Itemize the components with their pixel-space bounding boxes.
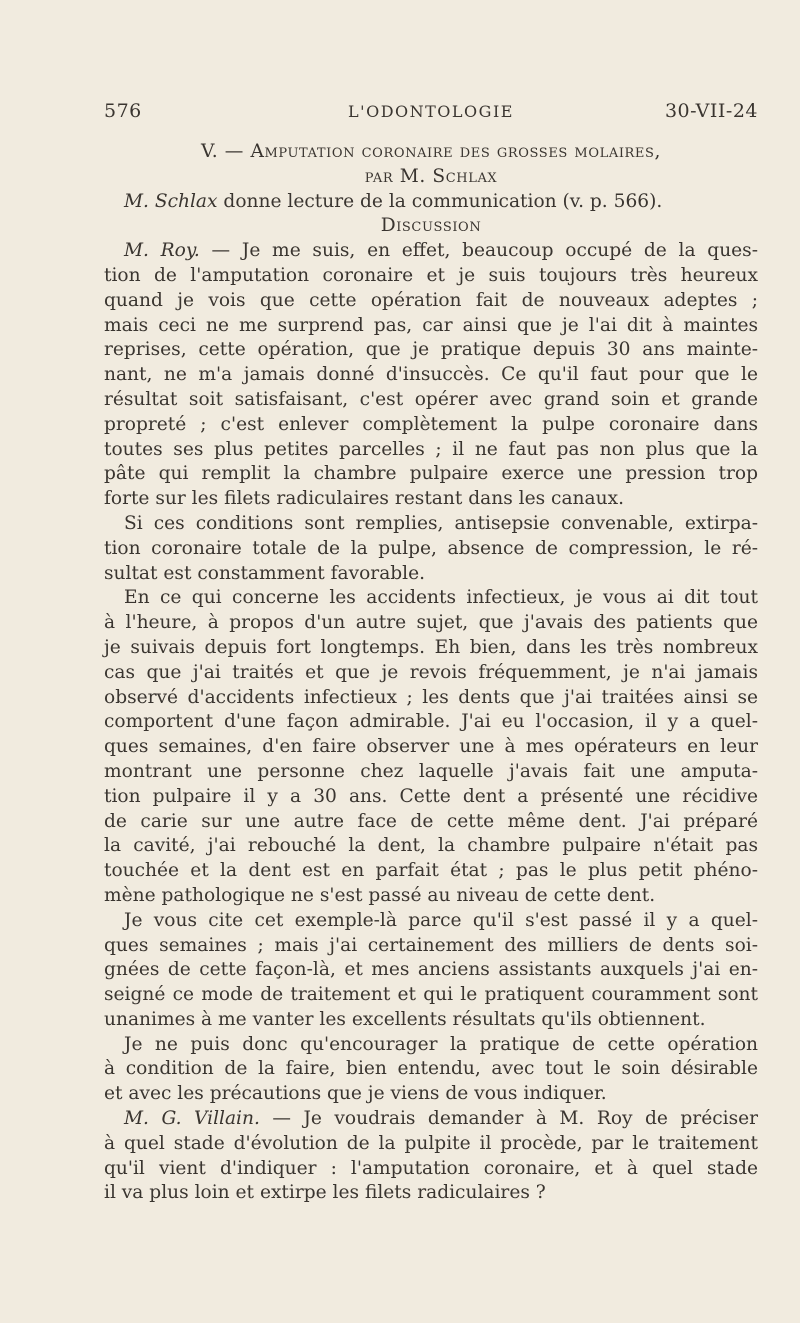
line-text: gnées de cette façon-là, et mes anciens assistants auxquels j'ai en- — [104, 959, 758, 981]
text-line — [104, 388, 758, 413]
line-text: Je ne puis donc qu'encourager la pratique de cette opération — [124, 1033, 758, 1055]
speaker-name: M. Roy. — [124, 240, 200, 262]
text-line — [104, 710, 758, 735]
line-text: tion de l'amputation coronaire et je suis toujours très heureux — [104, 264, 758, 286]
text-line — [104, 537, 758, 562]
text-line — [104, 810, 758, 835]
line-text: toutes ses plus petites parcelles ; il ne faut pas non plus que la — [104, 438, 758, 460]
running-header — [104, 100, 758, 124]
text-line — [104, 1157, 758, 1182]
text-line — [104, 512, 758, 537]
intro-paragraph — [104, 190, 758, 215]
line-text: mène pathologique ne s'est passé au niveau de cette dent. — [104, 884, 656, 906]
text-line — [104, 1033, 758, 1058]
text-line — [104, 934, 758, 959]
line-text: je suivais depuis fort longtemps. Eh bien, dans les très nombreux — [104, 636, 758, 658]
text-line — [104, 859, 758, 884]
text-line — [104, 487, 758, 512]
text-line — [104, 239, 758, 264]
line-text: En ce qui concerne les accidents infectieux, je vous ai dit tout — [124, 587, 758, 609]
text-line — [104, 909, 758, 934]
line-text: à l'heure, à propos d'un autre sujet, que j'avais des patients que — [104, 612, 758, 634]
line-text: observé d'accidents infectieux ; les dents que j'ai traitées ainsi se — [104, 686, 758, 708]
text-line — [104, 1132, 758, 1157]
line-text: ques semaines, d'en faire observer une à mes opérateurs en leur — [104, 736, 758, 758]
line-text: seigné ce mode de traitement et qui le pratiquent couramment sont — [104, 984, 758, 1006]
line-text: ques semaines ; mais j'ai certainement des milliers de dents soi- — [104, 934, 758, 956]
line-text: de carie sur une autre face de cette même dent. J'ai préparé — [104, 810, 758, 832]
text-line — [104, 958, 758, 983]
text-line — [104, 413, 758, 438]
journal-title: L'ODONTOLOGIE — [348, 102, 514, 121]
intro-text: donne lecture de la communication (v. p. 566). — [217, 190, 663, 212]
section-title-line-1: V. — Amputation coronaire des grosses molaires, — [200, 141, 662, 162]
text-line — [104, 338, 758, 363]
text-line — [104, 834, 758, 859]
line-text: montrant une personne chez laquelle j'avais fait une amputa- — [104, 760, 758, 782]
line-text: Je vous cite cet exemple-là parce qu'il s'est passé il y a quel- — [124, 909, 758, 931]
line-text: nant, ne m'a jamais donné d'insuccès. Ce qu'il faut pour que le — [104, 364, 758, 386]
text-line — [104, 611, 758, 636]
line-text: Si ces conditions sont remplies, antisepsie convenable, extirpa- — [124, 512, 758, 534]
line-text: — Je me suis, en effet, beaucoup occupé de la ques- — [199, 240, 759, 262]
text-line — [104, 586, 758, 611]
text-line — [104, 735, 758, 760]
line-text: il va plus loin et extirpe les filets radiculaires ? — [104, 1182, 546, 1204]
issue-date: 30-VII-24 — [664, 100, 758, 122]
text-line — [104, 785, 758, 810]
text-line — [104, 562, 758, 587]
line-text: unanimes à me vanter les excellents résultats qu'ils obtiennent. — [104, 1008, 706, 1030]
text-line — [104, 884, 758, 909]
line-text: mais ceci ne me surprend pas, car ainsi que je l'ai dit à maintes — [104, 314, 758, 336]
text-line — [104, 1057, 758, 1082]
line-text: forte sur les filets radiculaires restant dans les canaux. — [104, 488, 624, 510]
line-text: cas que j'ai traités et que je revois fréquemment, je n'ai jamais — [104, 661, 758, 683]
line-text: quand je vois que cette opération fait de nouveaux adeptes ; — [104, 289, 758, 311]
text-line — [104, 289, 758, 314]
text-line — [104, 1107, 758, 1132]
line-text: qu'il vient d'indiquer : l'amputation coronaire, et à quel stade — [104, 1157, 758, 1179]
text-line — [104, 760, 758, 785]
text-line — [104, 1181, 758, 1206]
line-text: à quel stade d'évolution de la pulpite il procède, par le traitement — [104, 1132, 758, 1154]
text-line — [104, 661, 758, 686]
line-text: comportent d'une façon admirable. J'ai eu l'occasion, il y a quel- — [104, 711, 758, 733]
text-line — [104, 462, 758, 487]
line-text: et avec les précautions que je viens de vous indiquer. — [104, 1083, 607, 1105]
section-title-line-2: par M. Schlax — [364, 165, 498, 187]
article-body — [104, 140, 758, 1206]
text-line — [104, 1082, 758, 1107]
text-line — [104, 636, 758, 661]
line-text: — Je voudrais demander à M. Roy de préciser — [259, 1108, 758, 1130]
text-line — [104, 264, 758, 289]
line-text: tion pulpaire il y a 30 ans. Cette dent a présenté une récidive — [104, 785, 758, 807]
text-line — [104, 1008, 758, 1033]
discussion-heading: Discussion — [380, 215, 482, 237]
text-line — [104, 438, 758, 463]
line-text: touchée et la dent est en parfait état ; pas le plus petit phéno- — [104, 860, 758, 882]
line-text: la cavité, j'ai rebouché la dent, la chambre pulpaire n'était pas — [104, 835, 758, 857]
speaker-name: M. G. Villain. — [124, 1108, 260, 1130]
speaker-name: M. Schlax — [124, 190, 218, 212]
line-text: tion coronaire totale de la pulpe, absence de compression, le ré- — [104, 537, 758, 559]
text-line — [104, 363, 758, 388]
line-text: à condition de la faire, bien entendu, avec tout le soin désirable — [104, 1058, 758, 1080]
line-text: reprises, cette opération, que je pratique depuis 30 ans mainte- — [104, 339, 758, 361]
line-text: résultat soit satisfaisant, c'est opérer avec grand soin et grande — [104, 388, 758, 410]
discussion-text — [104, 239, 758, 1206]
line-text: pâte qui remplit la chambre pulpaire exerce une pression trop — [104, 463, 758, 485]
line-text: propreté ; c'est enlever complètement la pulpe coronaire dans — [104, 413, 758, 435]
page-number: 576 — [104, 100, 142, 122]
text-line — [104, 983, 758, 1008]
text-line — [104, 686, 758, 711]
line-text: sultat est constamment favorable. — [104, 562, 426, 584]
text-line — [104, 314, 758, 339]
